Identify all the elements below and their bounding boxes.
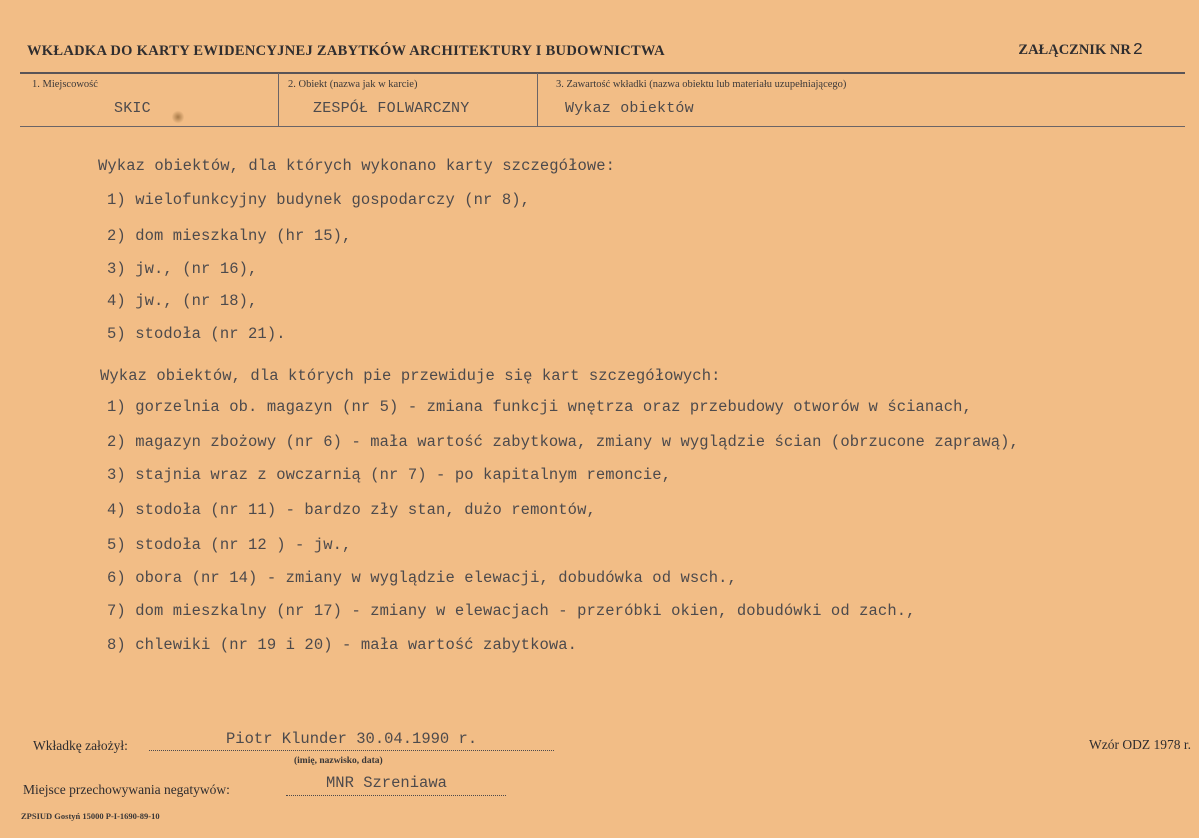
list-item: 6) obora (nr 14) - zmiany w wyglądzie elewacji, dobudówka od wsch., — [107, 569, 737, 587]
list-item: 1) gorzelnia ob. magazyn (nr 5) - zmiana funkcji wnętrza oraz przebudowy otworów w ścianach, — [107, 398, 972, 416]
list-item: 7) dom mieszkalny (nr 17) - zmiany w elewacjach - przeróbki okien, dobudówki od zach., — [107, 602, 916, 620]
field-divider-2 — [537, 73, 538, 127]
template-version: Wzór ODZ 1978 r. — [1089, 737, 1191, 752]
list2-heading: Wykaz obiektów, dla których pie przewiduje się kart szczegółowych: — [100, 367, 721, 385]
list-item: 2) magazyn zbożowy (nr 6) - mała wartość zabytkowa, zmiany w wyglądzie ścian (obrzucone zaprawą), — [107, 433, 1019, 451]
list-item: 8) chlewiki (nr 19 i 20) - mała wartość zabytkowa. — [107, 636, 578, 654]
content-label: 3. Zawartość wkładki (nazwa obiektu lub materiału uzupełniającego) — [556, 79, 847, 90]
locality-value: SKIC — [114, 100, 151, 117]
list-item: 2) dom mieszkalny (hr 15), — [107, 227, 352, 245]
created-by-label: Wkładkę założył: — [33, 738, 128, 753]
list-item: 3) stajnia wraz z owczarnią (nr 7) - po kapitalnym remoncie, — [107, 466, 672, 484]
storage-value: MNR Szreniawa — [326, 774, 447, 792]
list-item: 4) stodoła (nr 11) - bardzo zły stan, dużo remontów, — [107, 501, 596, 519]
storage-label: Miejsce przechowywania negatywów: — [23, 782, 230, 797]
form-title: WKŁADKA DO KARTY EWIDENCYJNEJ ZABYTKÓW ARCHITEKTURY I BUDOWNICTWA — [27, 43, 665, 59]
locality-label: 1. Miejscowość — [32, 79, 98, 90]
list-item: 1) wielofunkcyjny budynek gospodarczy (nr 8), — [107, 191, 531, 209]
object-value: ZESPÓŁ FOLWARCZNY — [313, 100, 470, 117]
created-by-hint: (imię, nazwisko, data) — [294, 756, 383, 766]
ink-smudge — [172, 110, 184, 124]
created-by-line — [149, 750, 554, 751]
content-value: Wykaz obiektów — [565, 100, 694, 117]
fields-bottom-rule — [20, 126, 1185, 127]
top-rule — [20, 72, 1185, 74]
list1-heading: Wykaz obiektów, dla których wykonano karty szczegółowe: — [98, 157, 616, 175]
storage-line — [286, 795, 506, 796]
annex-label-text: ZAŁĄCZNIK NR — [1018, 42, 1131, 58]
list-item: 5) stodoła (nr 21). — [107, 325, 286, 343]
print-info: ZPSIUD Gostyń 15000 P-I-1690-89-10 — [21, 811, 160, 821]
annex-label — [1018, 41, 1143, 60]
list-item: 4) jw., (nr 18), — [107, 292, 258, 310]
list-item: 3) jw., (nr 16), — [107, 260, 258, 278]
list-item: 5) stodoła (nr 12 ) - jw., — [107, 536, 352, 554]
field-divider-1 — [278, 73, 279, 127]
created-by-value: Piotr Klunder 30.04.1990 r. — [226, 730, 478, 748]
annex-number: 2 — [1132, 41, 1143, 60]
object-label: 2. Obiekt (nazwa jak w karcie) — [288, 79, 418, 90]
